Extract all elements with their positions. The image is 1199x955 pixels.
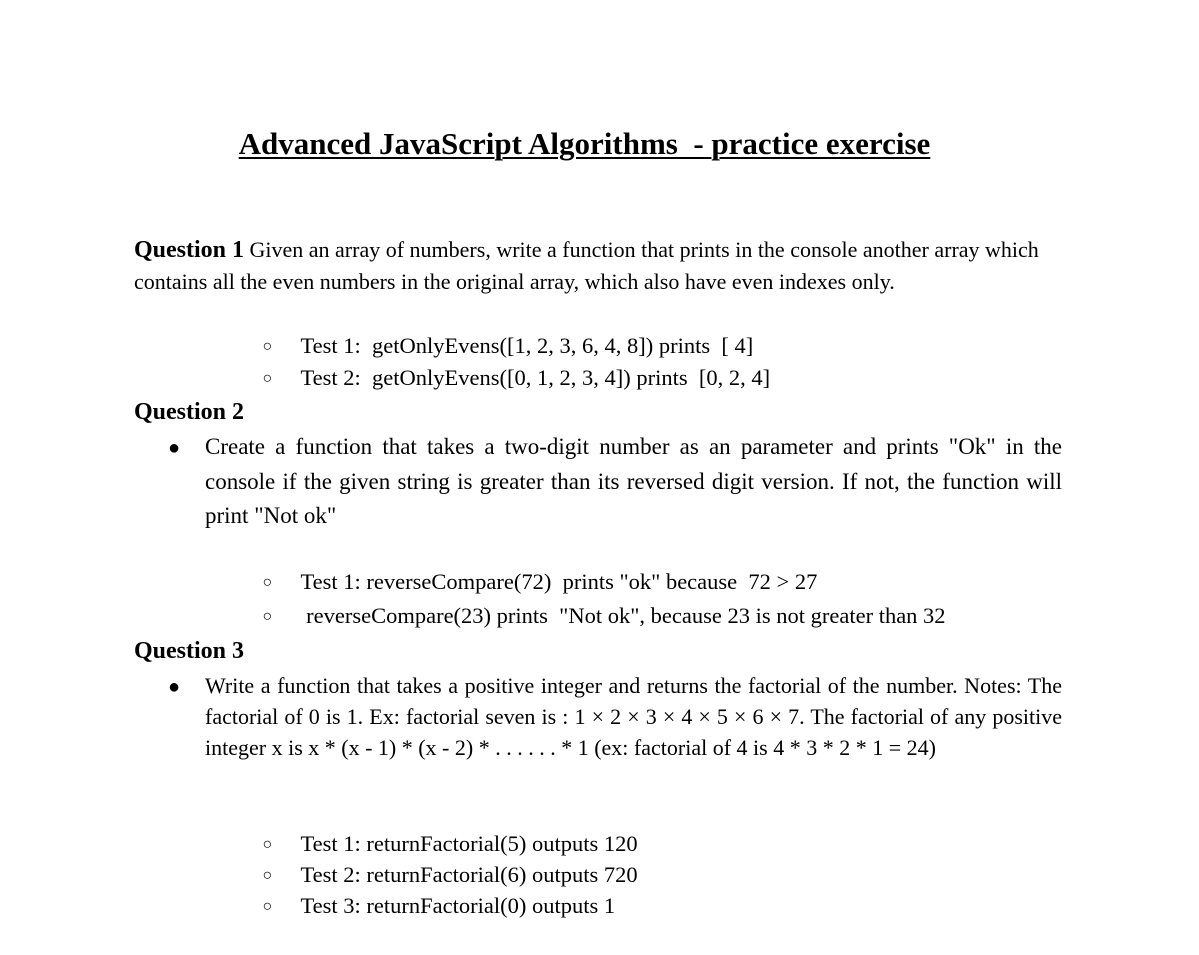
question-3-test-1: Test 1: returnFactorial(5) outputs 120 [300, 831, 638, 856]
question-2-heading: Question 2 [134, 399, 245, 425]
question-3-test-2: Test 2: returnFactorial(6) outputs 720 [300, 862, 638, 887]
circle-bullet-icon: ○ [262, 867, 273, 884]
circle-bullet-icon: ○ [262, 836, 273, 853]
question-3-bullet-text: Write a function that takes a positive integer and returns the factorial of the number. Notes: The factorial of 0 is 1. Ex: factorial seven is : 1 × 2 × 3 × 4 × 5 × 6 × 7. The factorial of any positive integer x is x * (x - 1) * (x - 2) * . . . . . . * 1 (ex: factorial of 4 is 4 * 3 * 2 * 1 = 24) [205, 673, 1062, 760]
disc-bullet-icon: ● [168, 437, 181, 459]
question-1-test-1: Test 1: getOnlyEvens([1, 2, 3, 6, 4, 8]) prints [ 4] [300, 333, 754, 358]
question-1-test-2: Test 2: getOnlyEvens([0, 1, 2, 3, 4]) prints [0, 2, 4] [300, 365, 771, 390]
circle-bullet-icon: ○ [262, 370, 273, 387]
question-2-bullet-text: Create a function that takes a two-digit number as an parameter and prints "Ok" in the console if the given string is greater than its reversed digit version. If not, the function will print "Not ok" [205, 434, 1062, 528]
circle-bullet-icon: ○ [262, 608, 273, 625]
circle-bullet-icon: ○ [262, 898, 273, 915]
question-1-test-item [240, 330, 770, 427]
circle-bullet-icon: ○ [262, 574, 273, 591]
disc-bullet-icon: ● [168, 676, 181, 698]
question-1-label: Question 1 [134, 237, 245, 263]
question-2-test-2: reverseCompare(23) prints "Not ok", because 23 is not greater than 32 [300, 603, 946, 628]
question-2-test-1: Test 1: reverseCompare(72) prints "ok" because 72 > 27 [300, 569, 818, 594]
circle-bullet-icon: ○ [262, 338, 273, 355]
question-3-heading: Question 3 [134, 638, 245, 664]
question-3-test-3: Test 3: returnFactorial(0) outputs 1 [300, 893, 616, 918]
question-2-test-item [240, 568, 946, 665]
question-1-paragraph [134, 234, 1064, 298]
question-1-text: Given an array of numbers, write a function that prints in the console another array which contains all the even numbers in the original array, which also have even indexes only. [134, 237, 1039, 294]
page-title: Advanced JavaScript Algorithms - practice exercise [238, 126, 931, 161]
